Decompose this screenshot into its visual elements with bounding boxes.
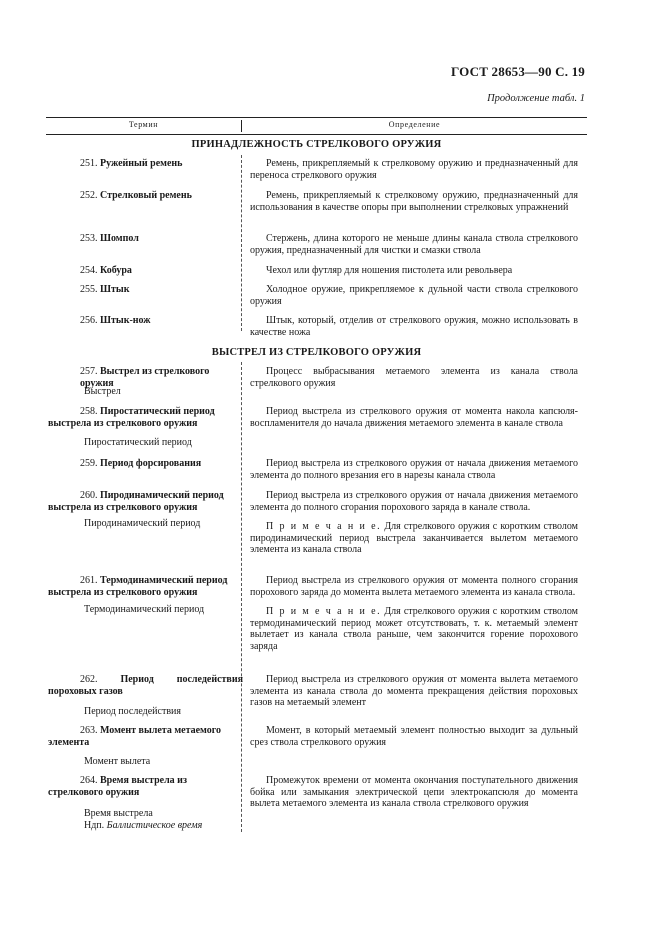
term-entry — [48, 725, 243, 749]
term-definition: Штык, который, отделив от стрелкового оружия, можно использовать в качестве ножа — [250, 315, 578, 338]
term-number: 253. — [80, 233, 98, 244]
table-header — [46, 117, 587, 135]
term-name: Выстрел из стрелкового оружия — [80, 366, 210, 389]
note-text: Для стрелкового оружия с коротким стволом пиродинамический период выстрела заканчивается вылетом метаемого элемента из канала ствола — [250, 521, 579, 556]
term-name: Время выстрела из стрелкового оружия — [48, 775, 187, 798]
term-name: Период последействия пороховых газов — [48, 674, 244, 697]
term-definition: Холодное оружие, прикрепляемое к дульной части ствола стрелкового оружия — [250, 284, 578, 307]
term-definition: Ремень, прикрепляемый к стрелковому оружию, предназначенный для использования в качестве опоры при выполнении стрелковых упражнений — [250, 190, 578, 213]
term-number: 263. — [80, 725, 98, 736]
term-name: Момент вылета метаемого элемента — [48, 725, 222, 748]
term-synonym: Период последействия — [84, 706, 182, 717]
term-definition: Период выстрела из стрелкового оружия от момента полного сгорания порохового заряда до момента вылета метаемого элемента из канала ствола. П р и м е ч а н и е. Для стрелкового оружия с коротким стволом термодинамический период может отсутствовать, т. к. метаемый элемент вылетает из канала ствола раньше, чем закончится горение порохового заряда — [250, 575, 579, 652]
term-entry — [80, 158, 245, 170]
term-definition: Чехол или футляр для ношения пистолета или револьвера — [266, 265, 513, 276]
term-name: Термодинамический период выстрела из стрелкового оружия — [48, 575, 228, 598]
term-name: Пиродинамический период выстрела из стрелкового оружия — [48, 490, 224, 513]
term-number: 259. — [80, 458, 98, 469]
term-name: Кобура — [100, 265, 132, 276]
term-entry — [80, 284, 245, 296]
term-number: 258. — [80, 406, 98, 417]
term-number: 264. — [80, 775, 98, 786]
term-name: Штык — [100, 284, 130, 295]
term-name: Пиростатический период выстрела из стрелкового оружия — [48, 406, 215, 429]
deprecated-label: Ндп. — [84, 820, 105, 831]
deprecated-term: Баллистическое время — [106, 820, 203, 831]
term-entry — [80, 315, 245, 327]
note-label: П р и м е ч а н и е. — [266, 521, 382, 533]
term-name: Ружейный ремень — [100, 158, 183, 169]
term-number: 256. — [80, 315, 98, 326]
term-entry — [48, 406, 243, 430]
term-number: 251. — [80, 158, 98, 169]
term-synonym: Пиродинамический период — [84, 518, 201, 529]
term-entry — [48, 674, 243, 698]
term-synonym: Момент вылета — [84, 756, 151, 767]
term-entry — [80, 233, 245, 245]
note-text: Для стрелкового оружия с коротким стволом термодинамический период может отсутствовать, т. к. метаемый элемент вылетает из канала ствола раньше, чем закончится горение порохового заряда — [250, 606, 579, 652]
term-number: 252. — [80, 190, 98, 201]
standard-number: ГОСТ 28653—90 С. 19 — [451, 64, 585, 79]
term-synonym: Термодинамический период — [84, 604, 205, 615]
note-label: П р и м е ч а н и е. — [266, 606, 382, 618]
term-entry — [80, 190, 245, 202]
term-name: Период форсирования — [100, 458, 202, 469]
term-number: 254. — [80, 265, 98, 276]
term-entry — [48, 575, 243, 599]
term-definition: Процесс выбрасывания метаемого элемента из канала ствола стрелкового оружия — [250, 366, 578, 389]
term-number: 257. — [80, 366, 98, 377]
section-title: ПРИНАДЛЕЖНОСТЬ СТРЕЛКОВОГО ОРУЖИЯ — [191, 139, 442, 150]
column-term-header: Термин — [128, 120, 159, 129]
term-number: 261. — [80, 575, 98, 586]
term-definition: Ремень, прикрепляемый к стрелковому оружию и предназначенный для переноса стрелкового оружия — [250, 158, 578, 181]
term-synonym: Пиростатический период — [84, 437, 192, 448]
term-definition: Период выстрела из стрелкового оружия от момента накола капсюля-воспламенителя до начала движения метаемого элемента в канале ствола — [250, 406, 578, 429]
term-definition: Период выстрела из стрелкового оружия от начала движения метаемого элемента до полного сгорания порохового заряда в канале ствола. П р и м е ч а н и е. Для стрелкового оружия с коротким стволом пиродинамический период выстрела заканчивается вылетом метаемого элемента из канала ствола — [250, 490, 579, 556]
term-entry — [80, 458, 245, 470]
term-definition: Период выстрела из стрелкового оружия от момента вылета метаемого элемента из канала ствола до момента прекращения действия пороховых газов на метаемый элемент — [250, 674, 578, 709]
term-definition: Момент, в который метаемый элемент полностью выходит за дульный срез ствола стрелкового оружия — [250, 725, 578, 748]
term-deprecated — [84, 820, 202, 832]
term-entry — [48, 775, 243, 799]
section-title: ВЫСТРЕЛ ИЗ СТРЕЛКОВОГО ОРУЖИЯ — [211, 347, 422, 358]
term-number: 255. — [80, 284, 98, 295]
table-continuation: Продолжение табл. 1 — [487, 93, 585, 104]
term-synonym: Выстрел — [84, 386, 121, 397]
term-number: 260. — [80, 490, 98, 501]
term-definition: Стержень, длина которого не меньше длины канала ствола стрелкового оружия, предназначенный для чистки и смазки ствола — [250, 233, 578, 256]
term-entry — [80, 265, 245, 277]
term-name: Стрелковый ремень — [100, 190, 192, 201]
term-number: 262. — [80, 674, 98, 685]
term-name: Шомпол — [100, 233, 139, 244]
term-synonym: Время выстрела — [84, 808, 153, 819]
term-name: Штык-нож — [100, 315, 151, 326]
term-entry — [48, 490, 243, 514]
term-definition: Промежуток времени от момента окончания поступательного движения бойка или замыкания электрической цепи электрокапсюля до момента вылета метаемого элемента из канала ствола стрелкового оружия — [250, 775, 578, 810]
column-definition-header: Определение — [241, 120, 587, 132]
term-definition: Период выстрела из стрелкового оружия от начала движения метаемого элемента до полного врезания его в нарезы канала ствола — [250, 458, 578, 481]
